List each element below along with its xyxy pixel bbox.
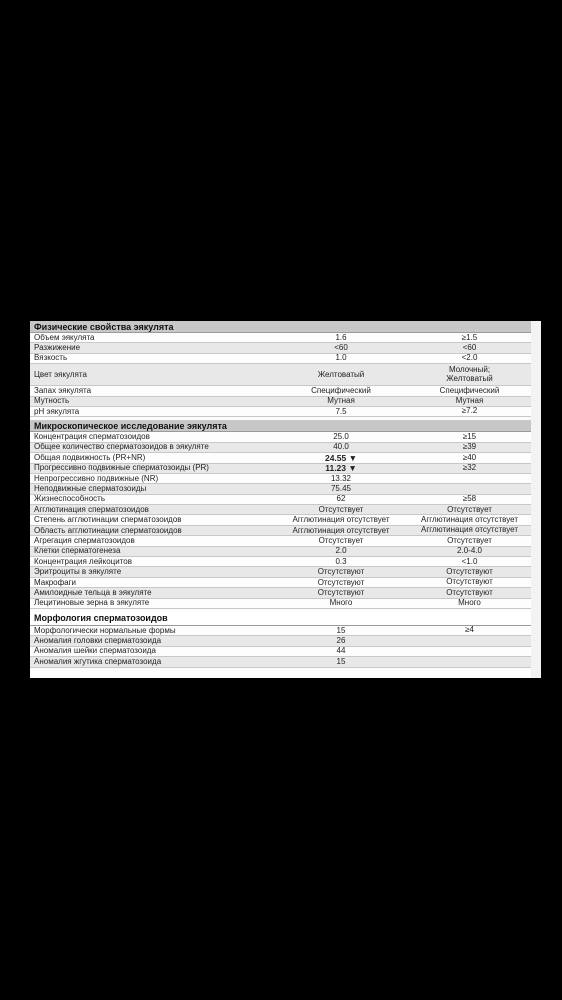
result-value: 75.45 xyxy=(330,483,352,493)
reference-range: ≥39 xyxy=(462,442,477,452)
result-value: 1.0 xyxy=(335,353,347,363)
parameter-name: Клетки сперматогенеза xyxy=(34,547,121,556)
parameter-name: Мутность xyxy=(34,397,70,406)
parameter-name: Аномалия жгутика сперматозоида xyxy=(34,657,162,666)
parameter-name: Эритроциты в эякуляте xyxy=(34,568,122,577)
reference-range: Отсутствуют xyxy=(446,577,493,587)
reference-range: Агглютинация отсутствует xyxy=(420,525,518,535)
reference-range: Отсутствует xyxy=(447,504,492,514)
result-value: 62 xyxy=(336,494,346,504)
table-row xyxy=(30,453,531,463)
table-row xyxy=(30,515,531,525)
section-title: Морфология сперматозоидов xyxy=(30,612,531,626)
reference-range: 2.0-4.0 xyxy=(457,546,482,556)
parameter-name: Жизнеспособность xyxy=(34,495,105,504)
table-row xyxy=(30,647,531,657)
parameter-name: Агрегация сперматозоидов xyxy=(34,536,135,545)
table-row xyxy=(30,657,531,667)
result-value: 2.0 xyxy=(335,546,347,556)
reference-range: Много xyxy=(458,598,481,608)
parameter-name: Объем эякулята xyxy=(34,333,95,342)
result-value: 7.5 xyxy=(335,406,347,416)
result-value: Отсутствует xyxy=(318,504,364,514)
parameter-name: Концентрация лейкоцитов xyxy=(34,557,133,566)
parameter-name: Общая подвижность (PR+NR) xyxy=(34,453,146,462)
reference-range: ≥1.5 xyxy=(461,332,478,342)
table-row xyxy=(30,567,531,577)
reference-range: ≥58 xyxy=(462,494,477,504)
result-value: 11.23 ▼ xyxy=(325,462,357,473)
table-row xyxy=(30,626,531,636)
parameter-name: Цвет эякулята xyxy=(34,370,87,379)
table-row xyxy=(30,464,531,474)
result-value: Отсутствует xyxy=(318,535,364,545)
table-row xyxy=(30,474,531,484)
result-value: Специфический xyxy=(311,385,371,395)
table-row xyxy=(30,397,531,407)
result-value: Агглютинация отсутствует xyxy=(292,515,390,525)
table-row xyxy=(30,505,531,515)
reference-range: <60 xyxy=(462,342,477,352)
result-value: 1.6 xyxy=(335,332,347,342)
parameter-name: Общее количество сперматозоидов в эякуляте xyxy=(34,443,209,452)
result-value: 24.55 ▼ xyxy=(324,452,358,463)
reference-range: Отсутствуют xyxy=(446,587,493,597)
result-value: <60 xyxy=(334,343,348,353)
result-value: 25.0 xyxy=(333,432,349,442)
table-row xyxy=(30,636,531,646)
result-value: 26 xyxy=(336,636,346,646)
result-value: Желтоватый xyxy=(317,369,365,379)
parameter-name: Вязкость xyxy=(34,354,68,363)
reference-range: Отсутствует xyxy=(447,535,492,545)
reference-range: Агглютинация отсутствует xyxy=(420,514,518,524)
reference-range: ≥7.2 xyxy=(461,406,478,416)
parameter-name: Макрофаги xyxy=(34,578,77,587)
table-row xyxy=(30,599,531,609)
parameter-name: Морфологически нормальные формы xyxy=(34,626,176,635)
result-value: Мутная xyxy=(327,396,355,406)
result-value: 15 xyxy=(336,625,346,635)
table-row xyxy=(30,526,531,536)
reference-range: <1.0 xyxy=(461,556,478,566)
parameter-name: Аномалия шейки сперматозоида xyxy=(34,647,156,656)
parameter-name: Концентрация сперматозоидов xyxy=(34,433,150,442)
section-title: Физические свойства эякулята xyxy=(30,321,531,333)
table-row xyxy=(30,536,531,546)
reference-range: ≥40 xyxy=(462,452,477,462)
parameter-name: Область агглютинации сперматозоидов xyxy=(34,526,182,535)
parameter-name: Лецитиновые зерна в эякуляте xyxy=(34,599,150,608)
table-row xyxy=(30,354,531,364)
parameter-name: Запах эякулята xyxy=(34,386,92,395)
parameter-name: Разжижение xyxy=(34,344,81,353)
parameter-name: pH эякулята xyxy=(34,407,80,416)
table-row xyxy=(30,364,531,386)
result-value: 40.0 xyxy=(333,442,349,452)
parameter-name: Непрогрессивно подвижные (NR) xyxy=(34,474,159,483)
table-row xyxy=(30,443,531,453)
table-row xyxy=(30,578,531,588)
table-row xyxy=(30,557,531,567)
reference-range: ≥4 xyxy=(465,625,474,635)
reference-range: Специфический xyxy=(439,385,500,395)
result-value: 0.3 xyxy=(335,556,347,566)
table-row xyxy=(30,343,531,353)
report-sheet xyxy=(30,321,531,678)
result-value: 44 xyxy=(336,646,346,656)
result-value: 13.32 xyxy=(330,473,352,483)
reference-range: ≥32 xyxy=(462,463,477,473)
parameter-name: Степень агглютинации сперматозоидов xyxy=(34,516,182,525)
reference-range: Мутная xyxy=(455,396,484,406)
table-row xyxy=(30,547,531,557)
sheet-edge xyxy=(531,321,541,678)
result-value: Агглютинация отсутствует xyxy=(292,525,390,535)
parameter-name: Амилоидные тельца в эякуляте xyxy=(34,588,152,597)
table-row xyxy=(30,588,531,598)
result-value: 15 xyxy=(336,656,346,666)
parameter-name: Неподвижные сперматозоиды xyxy=(34,484,147,493)
lab-report-table xyxy=(30,321,531,668)
reference-range: <2.0 xyxy=(461,353,478,363)
parameter-name: Аномалия головки сперматозоида xyxy=(34,637,162,646)
section-title: Микроскопическое исследование эякулята xyxy=(30,420,531,432)
result-value: Отсутствуют xyxy=(317,567,365,577)
parameter-name: Прогрессивно подвижные сперматозоиды (PR) xyxy=(34,464,209,473)
result-value: Много xyxy=(329,598,353,608)
reference-range: ≥15 xyxy=(462,431,477,441)
table-row xyxy=(30,495,531,505)
reference-range: Отсутствуют xyxy=(446,566,493,576)
table-row xyxy=(30,484,531,494)
result-value: Отсутствуют xyxy=(317,577,365,587)
table-row xyxy=(30,333,531,343)
table-row xyxy=(30,386,531,396)
table-row xyxy=(30,432,531,442)
table-row xyxy=(30,407,531,417)
reference-range: Молочный; Желтоватый xyxy=(446,365,493,383)
parameter-name: Агглютинация сперматозоидов xyxy=(34,505,149,514)
result-value: Отсутствуют xyxy=(317,587,365,597)
